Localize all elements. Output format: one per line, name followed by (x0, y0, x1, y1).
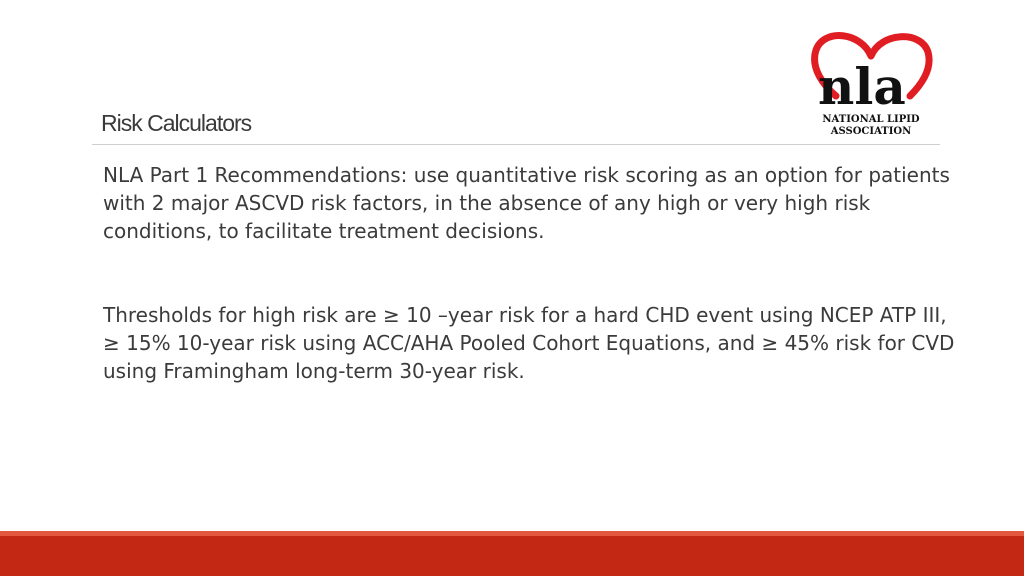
title-divider (92, 144, 940, 145)
logo-wordmark: nla (818, 57, 906, 116)
footer-bar (0, 536, 1024, 576)
nla-logo (806, 24, 936, 144)
logo-line-2: ASSOCIATION (830, 126, 912, 137)
logo-line-1: NATIONAL LIPID (822, 114, 920, 125)
slide-title: Risk Calculators (101, 110, 252, 136)
heart-logo-icon (806, 24, 936, 144)
body-paragraph-2: Thresholds for high risk are ≥ 10 –year risk for a hard CHD event using NCEP ATP III, ≥ 15% 10-year risk using ACC/AHA Pooled Cohort Equations, and ≥ 45% risk for CVD using Framingham long-term 30-year risk. (103, 303, 955, 383)
body-paragraph-1: NLA Part 1 Recommendations: use quantitative risk scoring as an option for patients with 2 major ASCVD risk factors, in the absence of any high or very high risk conditions, to facilitate treatment decisions. (103, 163, 950, 243)
